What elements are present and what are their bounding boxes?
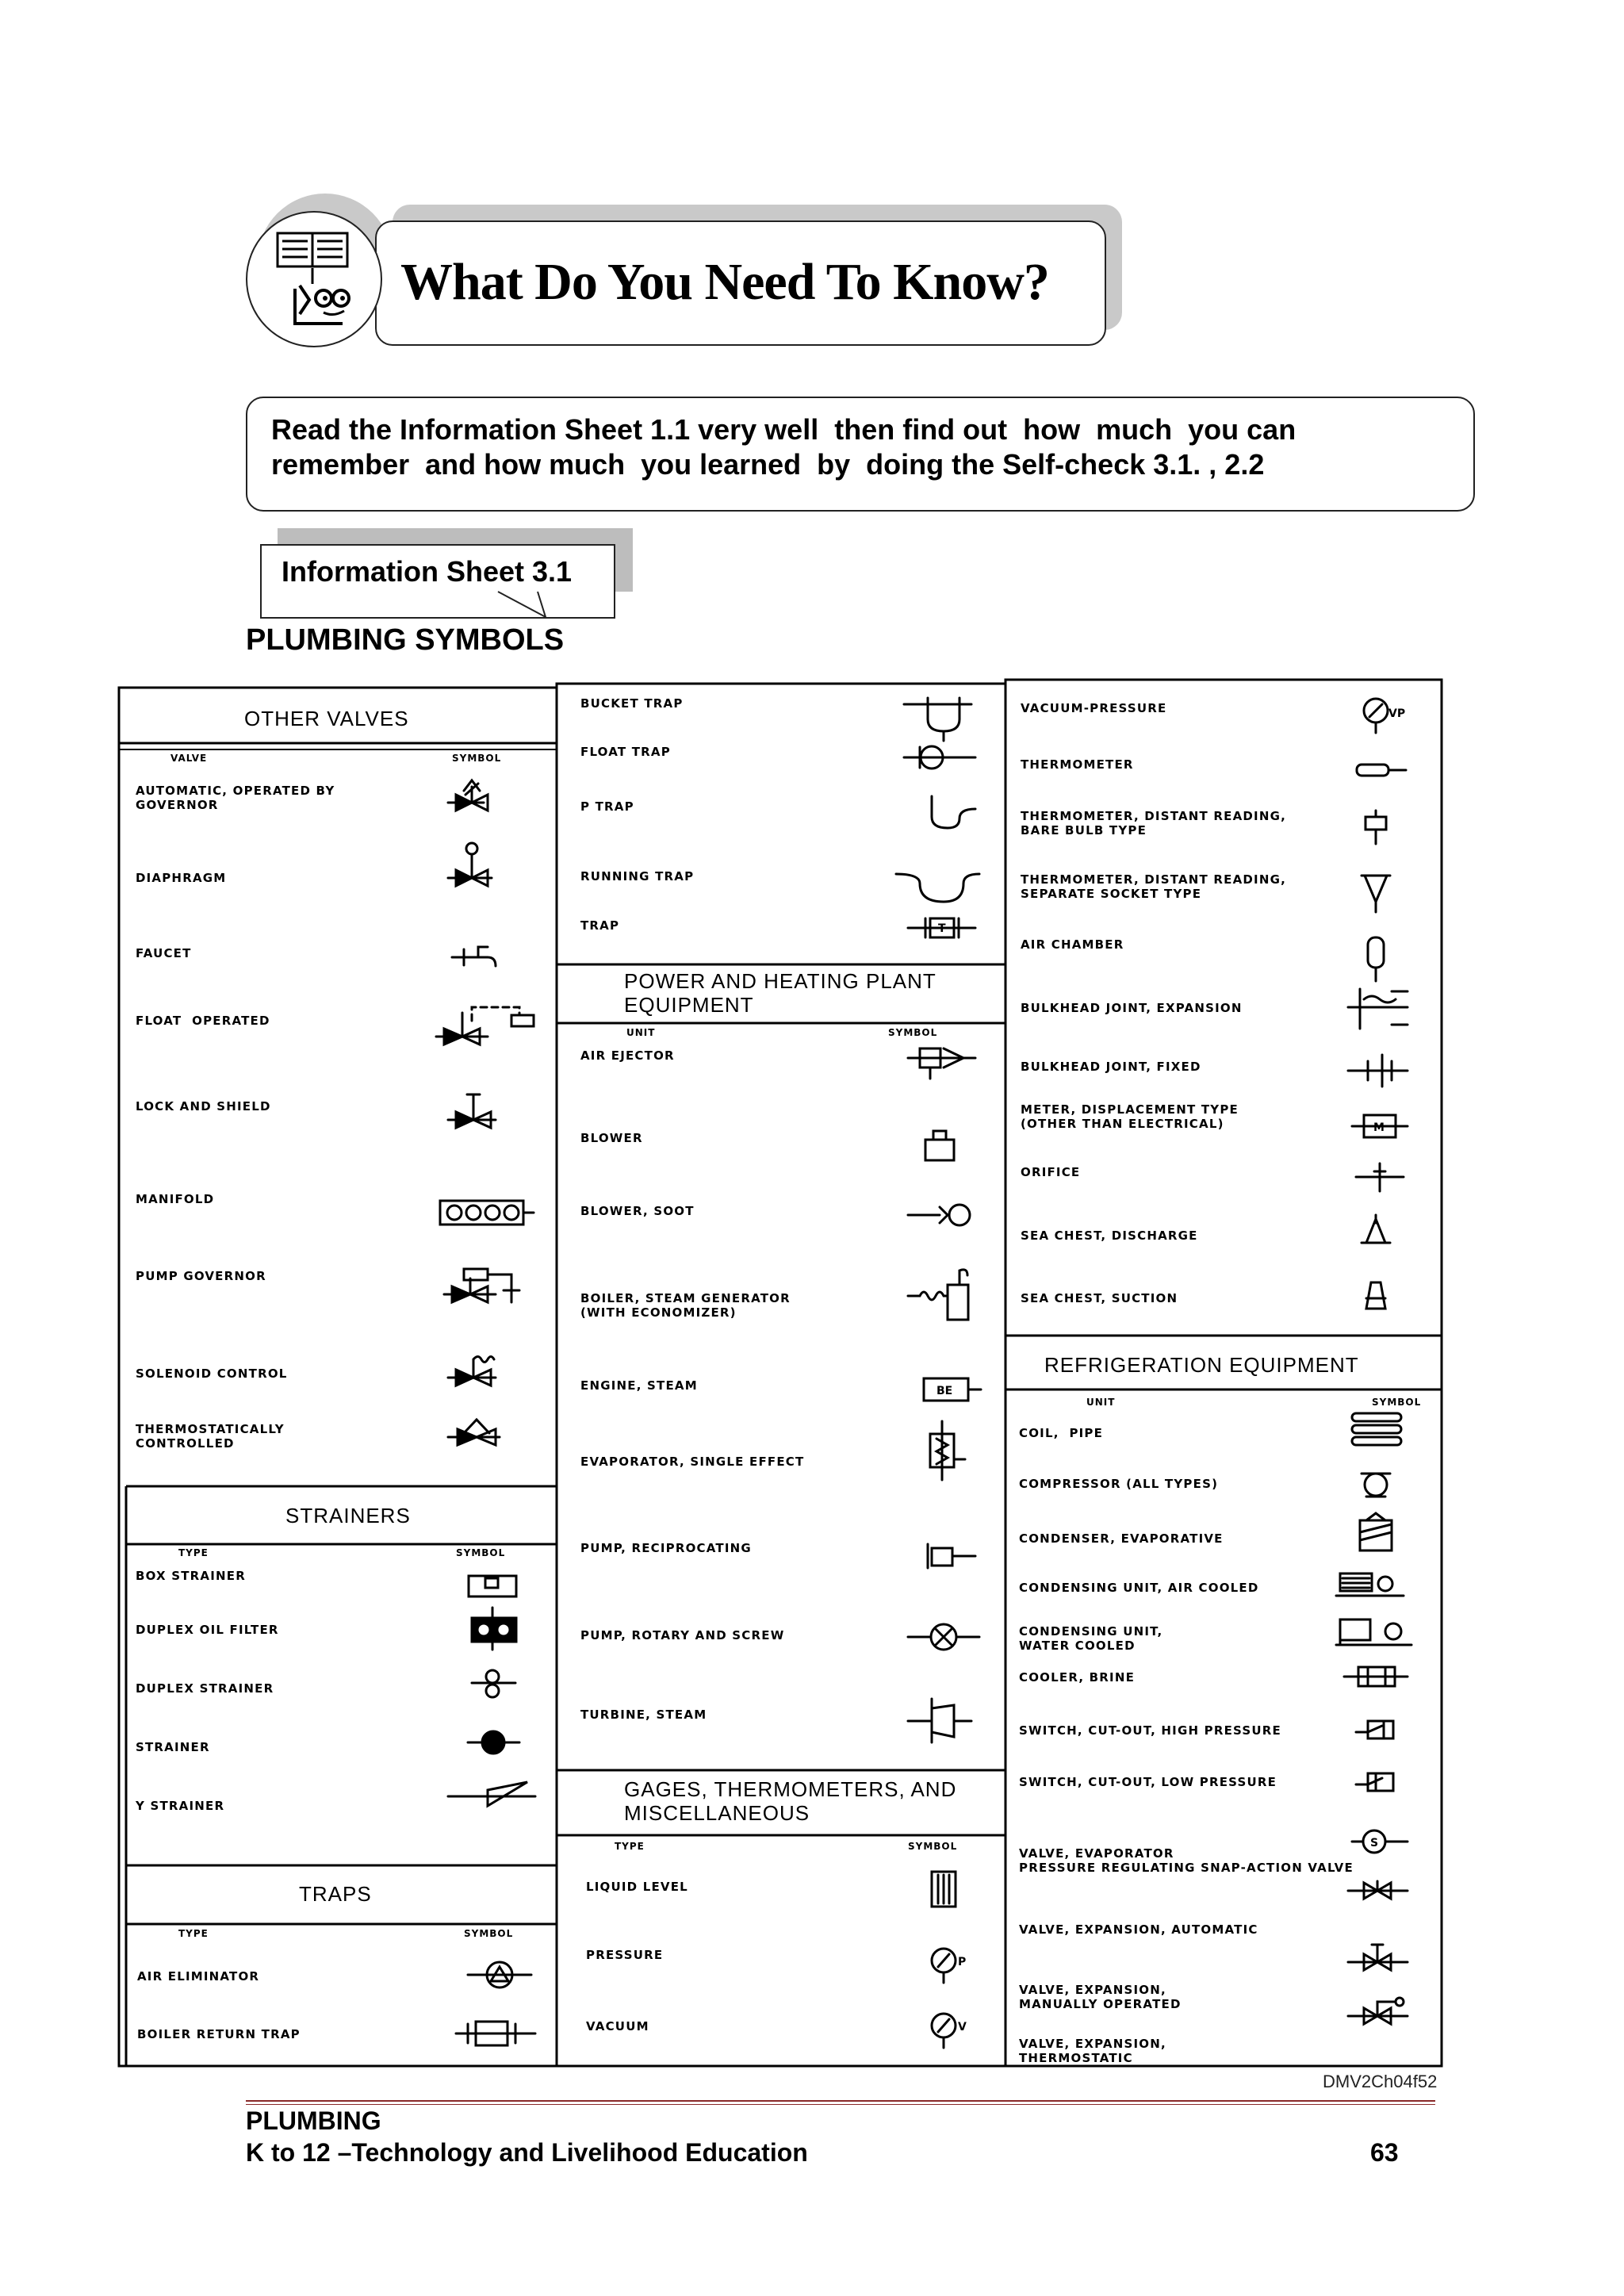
symbol-label: VALVE, EXPANSION, AUTOMATIC xyxy=(1019,1922,1258,1937)
subhead-type: TYPE xyxy=(178,1547,209,1558)
footer-rule xyxy=(246,2100,1435,2102)
symbol-label: AIR ELIMINATOR xyxy=(137,1969,260,1984)
symbol-liquid-level xyxy=(932,1872,956,1907)
heading-strainers: STRAINERS xyxy=(285,1504,411,1527)
symbol-faucet xyxy=(452,947,496,966)
symbol-text-vp: VP xyxy=(1388,707,1406,720)
symbol-label: P TRAP xyxy=(580,799,634,814)
symbol-label: LIQUID LEVEL xyxy=(586,1880,688,1894)
footer-subject: PLUMBING xyxy=(246,2106,381,2135)
symbol-label: THERMOMETER, DISTANT READING, SEPARATE SOCKET TYPE xyxy=(1021,872,1286,901)
symbol-text-s: S xyxy=(1370,1837,1379,1849)
subhead-symbol: SYMBOL xyxy=(908,1841,958,1852)
symbol-float-trap xyxy=(904,746,975,769)
instruction-line-2: remember and how much you learned by doing the Self-check 3.1. , 2.2 xyxy=(271,448,1265,481)
symbol-box-strainer xyxy=(469,1576,516,1596)
subhead-symbol: SYMBOL xyxy=(464,1928,514,1939)
section-title: PLUMBING SYMBOLS xyxy=(246,623,565,657)
symbol-label: BUCKET TRAP xyxy=(580,696,684,711)
symbol-label: ENGINE, STEAM xyxy=(580,1378,698,1393)
instruction-line-1: Read the Information Sheet 1.1 very well then find out how much you can xyxy=(271,413,1297,446)
symbol-label: Y STRAINER xyxy=(136,1799,225,1813)
symbol-label: FAUCET xyxy=(136,946,192,960)
symbol-duplex-strainer xyxy=(472,1670,515,1697)
subhead-type: TYPE xyxy=(178,1928,209,1939)
subhead-symbol: SYMBOL xyxy=(1372,1397,1422,1408)
heading-gages-line1: GAGES, THERMOMETERS, AND xyxy=(624,1777,957,1801)
symbol-air-chamber xyxy=(1368,937,1384,981)
heading-refrigeration: REFRIGERATION EQUIPMENT xyxy=(1044,1353,1359,1377)
symbol-air-eliminator xyxy=(468,1962,531,1987)
symbol-boiler-steam-generator xyxy=(908,1270,968,1320)
symbol-label: BLOWER xyxy=(580,1131,643,1145)
page-number: 63 xyxy=(1370,2138,1399,2167)
symbol-boiler-return-trap xyxy=(456,2022,535,2045)
symbol-switch-high xyxy=(1356,1721,1393,1738)
symbol-label: SWITCH, CUT-OUT, LOW PRESSURE xyxy=(1019,1775,1277,1789)
symbol-pump-reciprocating xyxy=(928,1544,975,1568)
symbol-label: FLOAT TRAP xyxy=(580,745,671,759)
symbol-bucket-trap xyxy=(904,698,971,741)
symbol-label: SWITCH, CUT-OUT, HIGH PRESSURE xyxy=(1019,1723,1281,1738)
symbol-label: STRAINER xyxy=(136,1740,210,1754)
subhead-unit: UNIT xyxy=(626,1027,656,1038)
symbol-label: DIAPHRAGM xyxy=(136,871,227,885)
symbol-condenser-evaporative xyxy=(1360,1513,1392,1550)
symbol-diaphragm xyxy=(448,843,492,886)
symbol-vacuum-pressure xyxy=(1364,699,1388,733)
symbol-sea-chest-suction xyxy=(1366,1282,1385,1309)
symbol-label: ORIFICE xyxy=(1021,1165,1081,1179)
symbol-label: PUMP, RECIPROCATING xyxy=(580,1541,752,1555)
symbol-blower xyxy=(925,1131,954,1160)
symbol-p-trap xyxy=(932,796,975,828)
symbol-label: RUNNING TRAP xyxy=(580,869,695,884)
symbol-text-p: P xyxy=(958,1956,967,1968)
symbol-cooler-brine xyxy=(1344,1667,1408,1686)
symbol-text-m: M xyxy=(1373,1121,1385,1134)
symbol-thermometer xyxy=(1357,765,1406,776)
footer-course: K to 12 –Technology and Livelihood Education xyxy=(246,2138,808,2167)
symbol-label: VALVE, EVAPORATOR PRESSURE REGULATING SNAP-ACTION VALVE xyxy=(1019,1846,1354,1875)
symbol-valve-expansion-auto xyxy=(1348,1881,1408,1899)
symbol-vacuum xyxy=(932,2014,956,2048)
page-title: What Do You Need To Know? xyxy=(400,253,1049,311)
symbol-label: THERMOSTATICALLY CONTROLLED xyxy=(136,1422,285,1451)
symbol-label: DUPLEX STRAINER xyxy=(136,1681,274,1696)
symbol-coil-pipe xyxy=(1352,1413,1401,1445)
heading-power-line2: EQUIPMENT xyxy=(624,993,754,1017)
symbol-label: DUPLEX OIL FILTER xyxy=(136,1623,279,1637)
subhead-valve: VALVE xyxy=(170,753,208,764)
symbol-pump-governor xyxy=(444,1269,519,1302)
symbol-y-strainer xyxy=(448,1782,535,1806)
symbol-label: SEA CHEST, SUCTION xyxy=(1021,1291,1178,1305)
plumbing-symbols-chart xyxy=(115,676,1446,2072)
subhead-symbol: SYMBOL xyxy=(452,753,502,764)
symbol-label: BLOWER, SOOT xyxy=(580,1204,695,1218)
symbol-lock-and-shield xyxy=(448,1094,496,1128)
symbol-switch-low xyxy=(1356,1773,1393,1791)
symbol-blower-soot xyxy=(908,1205,970,1225)
symbol-bulkhead-fixed xyxy=(1348,1055,1408,1087)
heading-gages-line2: MISCELLANEOUS xyxy=(624,1801,810,1825)
symbol-label: FLOAT OPERATED xyxy=(136,1014,270,1028)
symbol-text-v: V xyxy=(958,2021,967,2033)
subhead-unit: UNIT xyxy=(1086,1397,1116,1408)
subhead-type: TYPE xyxy=(615,1841,645,1852)
symbol-pressure xyxy=(932,1949,956,1983)
symbol-label: AIR EJECTOR xyxy=(580,1048,675,1063)
symbol-label: VALVE, EXPANSION, THERMOSTATIC xyxy=(1019,2037,1166,2065)
symbol-label: VACUUM-PRESSURE xyxy=(1021,701,1167,715)
symbol-label: BOILER RETURN TRAP xyxy=(137,2027,301,2041)
symbol-automatic-governor xyxy=(448,780,488,811)
symbol-duplex-oil-filter xyxy=(472,1608,516,1650)
symbol-label: SOLENOID CONTROL xyxy=(136,1366,288,1381)
heading-traps: TRAPS xyxy=(299,1882,372,1906)
symbol-label: LOCK AND SHIELD xyxy=(136,1099,271,1114)
symbol-label: MANIFOLD xyxy=(136,1192,215,1206)
footer-rule-thin xyxy=(246,2104,1435,2105)
symbol-strainer xyxy=(468,1731,519,1754)
symbol-label: TURBINE, STEAM xyxy=(580,1708,707,1722)
symbol-label: BOILER, STEAM GENERATOR (WITH ECONOMIZER) xyxy=(580,1291,791,1320)
symbol-label: COIL, PIPE xyxy=(1019,1426,1104,1440)
heading-other-valves: OTHER VALVES xyxy=(244,707,409,730)
reading-book-icon xyxy=(246,211,382,347)
symbol-label: CONDENSING UNIT, WATER COOLED xyxy=(1019,1624,1163,1653)
symbol-solenoid-control xyxy=(448,1357,496,1386)
symbol-label: PUMP GOVERNOR xyxy=(136,1269,266,1283)
figure-source-code: DMV2Ch04f52 xyxy=(1323,2072,1438,2091)
symbol-thermo-bare-bulb xyxy=(1365,811,1386,844)
symbol-thermo-socket xyxy=(1362,876,1390,912)
symbol-pump-rotary xyxy=(908,1624,979,1650)
symbol-thermostatic xyxy=(448,1420,500,1445)
symbol-evaporator xyxy=(930,1421,965,1480)
symbol-label: AUTOMATIC, OPERATED BY GOVERNOR xyxy=(136,784,335,812)
symbol-running-trap xyxy=(896,874,979,902)
symbol-condensing-water-cooled xyxy=(1336,1619,1411,1645)
symbol-text-engine: BE xyxy=(936,1385,953,1397)
subhead-symbol: SYMBOL xyxy=(456,1547,506,1558)
symbol-label: THERMOMETER, DISTANT READING, BARE BULB TYPE xyxy=(1021,809,1286,838)
symbol-label: CONDENSER, EVAPORATIVE xyxy=(1019,1531,1224,1546)
symbol-condensing-air-cooled xyxy=(1336,1573,1404,1596)
symbol-label: COMPRESSOR (ALL TYPES) xyxy=(1019,1477,1219,1491)
symbol-label: AIR CHAMBER xyxy=(1021,937,1124,952)
subhead-symbol: SYMBOL xyxy=(888,1027,938,1038)
symbol-float-operated xyxy=(436,1007,534,1045)
symbol-label: BULKHEAD JOINT, FIXED xyxy=(1021,1060,1201,1074)
symbol-label: CONDENSING UNIT, AIR COOLED xyxy=(1019,1581,1259,1595)
symbol-label: PUMP, ROTARY AND SCREW xyxy=(580,1628,785,1642)
symbol-air-ejector xyxy=(908,1048,975,1079)
symbol-manifold xyxy=(440,1201,534,1225)
symbol-bulkhead-expansion xyxy=(1348,989,1408,1029)
symbol-label: METER, DISPLACEMENT TYPE (OTHER THAN ELECTRICAL) xyxy=(1021,1102,1239,1131)
symbol-label: SEA CHEST, DISCHARGE xyxy=(1021,1228,1198,1243)
heading-power-line1: POWER AND HEATING PLANT xyxy=(624,969,936,993)
symbol-label: VACUUM xyxy=(586,2019,649,2033)
instruction-text xyxy=(271,412,1445,482)
symbol-label: TRAP xyxy=(580,918,620,933)
symbol-label: COOLER, BRINE xyxy=(1019,1670,1136,1685)
symbol-label: VALVE, EXPANSION, MANUALLY OPERATED xyxy=(1019,1983,1182,2011)
symbol-label: BULKHEAD JOINT, EXPANSION xyxy=(1021,1001,1243,1015)
info-sheet-label: Information Sheet 3.1 xyxy=(282,555,573,588)
symbol-compressor xyxy=(1362,1474,1390,1497)
symbol-label: BOX STRAINER xyxy=(136,1569,246,1583)
symbol-valve-evap-pressure xyxy=(1352,1830,1408,1853)
symbol-label: THERMOMETER xyxy=(1021,757,1134,772)
symbol-label: EVAPORATOR, SINGLE EFFECT xyxy=(580,1455,805,1469)
symbol-text-t: T xyxy=(938,922,946,935)
symbol-orifice xyxy=(1356,1163,1404,1191)
symbol-sea-chest-discharge xyxy=(1362,1215,1390,1243)
symbol-turbine-steam xyxy=(908,1699,971,1742)
symbol-valve-expansion-manual xyxy=(1348,1945,1408,1970)
symbol-label: PRESSURE xyxy=(586,1948,664,1962)
symbol-valve-expansion-thermostatic xyxy=(1348,1998,1408,2024)
